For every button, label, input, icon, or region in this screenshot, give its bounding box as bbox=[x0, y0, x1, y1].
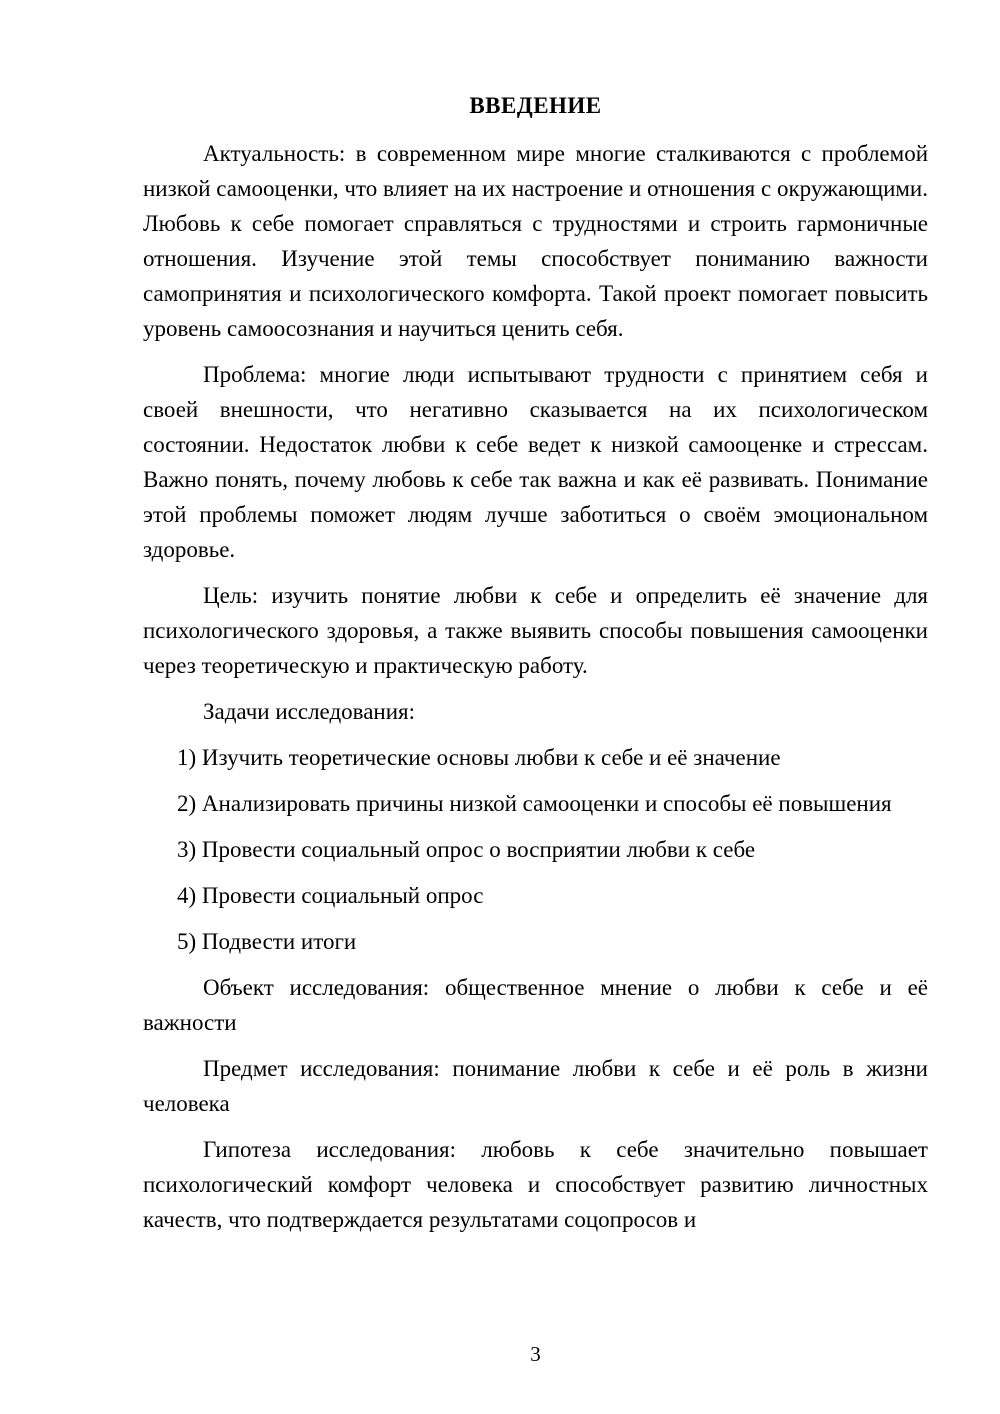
paragraph-problem: Проблема: многие люди испытывают трудности с принятием себя и своей внешности, что негативно сказывается на их психологическом состоянии. Недостаток любви к себе ведет к низкой самооценке и стрессам. Важно понять, почему любовь к себе так важна и как её развивать. Понимание этой проблемы поможет людям лучше заботиться о своём эмоциональном здоровье. bbox=[143, 362, 928, 562]
task-item-4: 4) Провести социальный опрос bbox=[177, 883, 484, 908]
task-item-5: 5) Подвести итоги bbox=[177, 929, 357, 954]
task-item-3: 3) Провести социальный опрос о восприятии любви к себе bbox=[177, 837, 756, 862]
paragraph-object: Объект исследования: общественное мнение о любви к себе и её важности bbox=[143, 975, 928, 1035]
paragraph-goal: Цель: изучить понятие любви к себе и определить её значение для психологического здоровья, а также выявить способы повышения самооценки через теоретическую и практическую работу. bbox=[143, 583, 928, 678]
section-title: ВВЕДЕНИЕ bbox=[469, 93, 602, 118]
paragraph-relevance: Актуальность: в современном мире многие сталкиваются с проблемой низкой самооценки, что влияет на их настроение и отношения с окружающими. Любовь к себе помогает справляться с трудностями и строить гармоничные отношения. Изучение этой темы способствует пониманию важности самопринятия и психологического комфорта. Такой проект помогает повысить уровень самоосознания и научиться ценить себя. bbox=[143, 141, 928, 341]
tasks-heading: Задачи исследования: bbox=[203, 699, 416, 724]
paragraph-hypothesis: Гипотеза исследования: любовь к себе значительно повышает психологический комфорт человека и способствует развитию личностных качеств, что подтверждается результатами соцопросов и bbox=[143, 1137, 928, 1232]
paragraph-subject: Предмет исследования: понимание любви к себе и её роль в жизни человека bbox=[143, 1056, 928, 1116]
task-item-2: 2) Анализировать причины низкой самооценки и способы её повышения bbox=[177, 791, 892, 816]
page-number: 3 bbox=[530, 1342, 541, 1366]
task-item-1: 1) Изучить теоретические основы любви к себе и её значение bbox=[177, 745, 781, 770]
